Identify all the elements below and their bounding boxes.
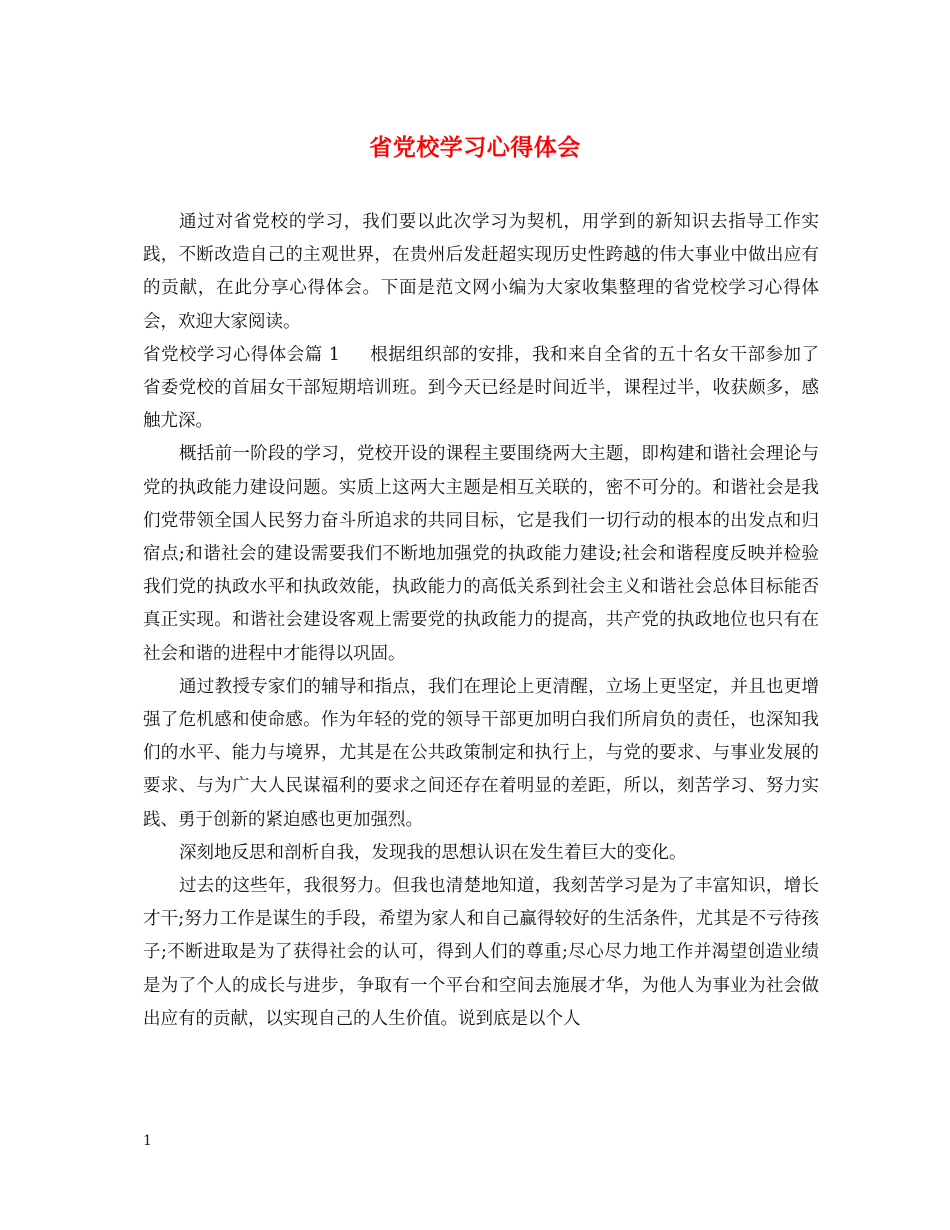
page-number: 1 xyxy=(143,1133,152,1149)
paragraph-summary: 概括前一阶段的学习，党校开设的课程主要围绕两大主题，即构建和谐社会理论与党的执政能力建设问题。实质上这两大主题是相互关联的，密不可分的。和谐社会是我们党带领全国人民努力奋斗所追求的共同目标，它是我们一切行动的根本的出发点和归宿点;和谐社会的建设需要我们不断地加强党的执政能力建设;社会和谐程度反映并检验我们党的执政水平和执政效能，执政能力的高低关系到社会主义和谐社会总体目标能否真正实现。和谐社会建设客观上需要党的执政能力的提高，共产党的执政地位也只有在社会和谐的进程中才能得以巩固。 xyxy=(143,444,819,664)
document-body xyxy=(143,206,819,1036)
paragraph-reflection: 深刻地反思和剖析自我，发现我的思想认识在发生着巨大的变化。 xyxy=(179,842,687,863)
paragraph-experts: 通过教授专家们的辅导和指点，我们在理论上更清醒，立场上更坚定，并且也更增强了危机感和使命感。作为年轻的党的领导干部更加明白我们所肩负的责任，也深知我们的水平、能力与境界，尤其是在公共政策制定和执行上，与党的要求、与事业发展的要求、与为广大人民谋福利的要求之间还存在着明显的差距，所以，刻苦学习、努力实践、勇于创新的紧迫感也更加强烈。 xyxy=(143,676,819,830)
paragraph-past-years: 过去的这些年，我很努力。但我也清楚地知道，我刻苦学习是为了丰富知识，增长才干;努力工作是谋生的手段，希望为家人和自己赢得较好的生活条件，尤其是不亏待孩子;不断进取是为了获得社会的认可，得到人们的尊重;尽心尽力地工作并渴望创造业绩是为了个人的成长与进步，争取有一个平台和空间去施展才华，为他人为事业为社会做出应有的贡献，以实现自己的人生价值。说到底是以个人 xyxy=(143,876,819,1029)
document-title: 省党校学习心得体会 xyxy=(369,134,581,161)
paragraph-intro: 通过对省党校的学习，我们要以此次学习为契机，用学到的新知识去指导工作实践，不断改造自己的主观世界，在贵州后发赶超实现历史性跨越的伟大事业中做出应有的贡献，在此分享心得体会。下面是范文网小编为大家收集整理的省党校学习心得体会，欢迎大家阅读。 xyxy=(143,212,819,332)
paragraph-section-1 xyxy=(143,339,819,439)
section-heading: 省党校学习心得体会篇 1 xyxy=(143,344,340,365)
section-1-text: 根据组织部的安排，我和来自全省的五十名女干部参加了省委党校的首届女干部短期培训班。到今天已经是时间近半，课程过半，收获颇多，感触尤深。 xyxy=(143,344,820,432)
